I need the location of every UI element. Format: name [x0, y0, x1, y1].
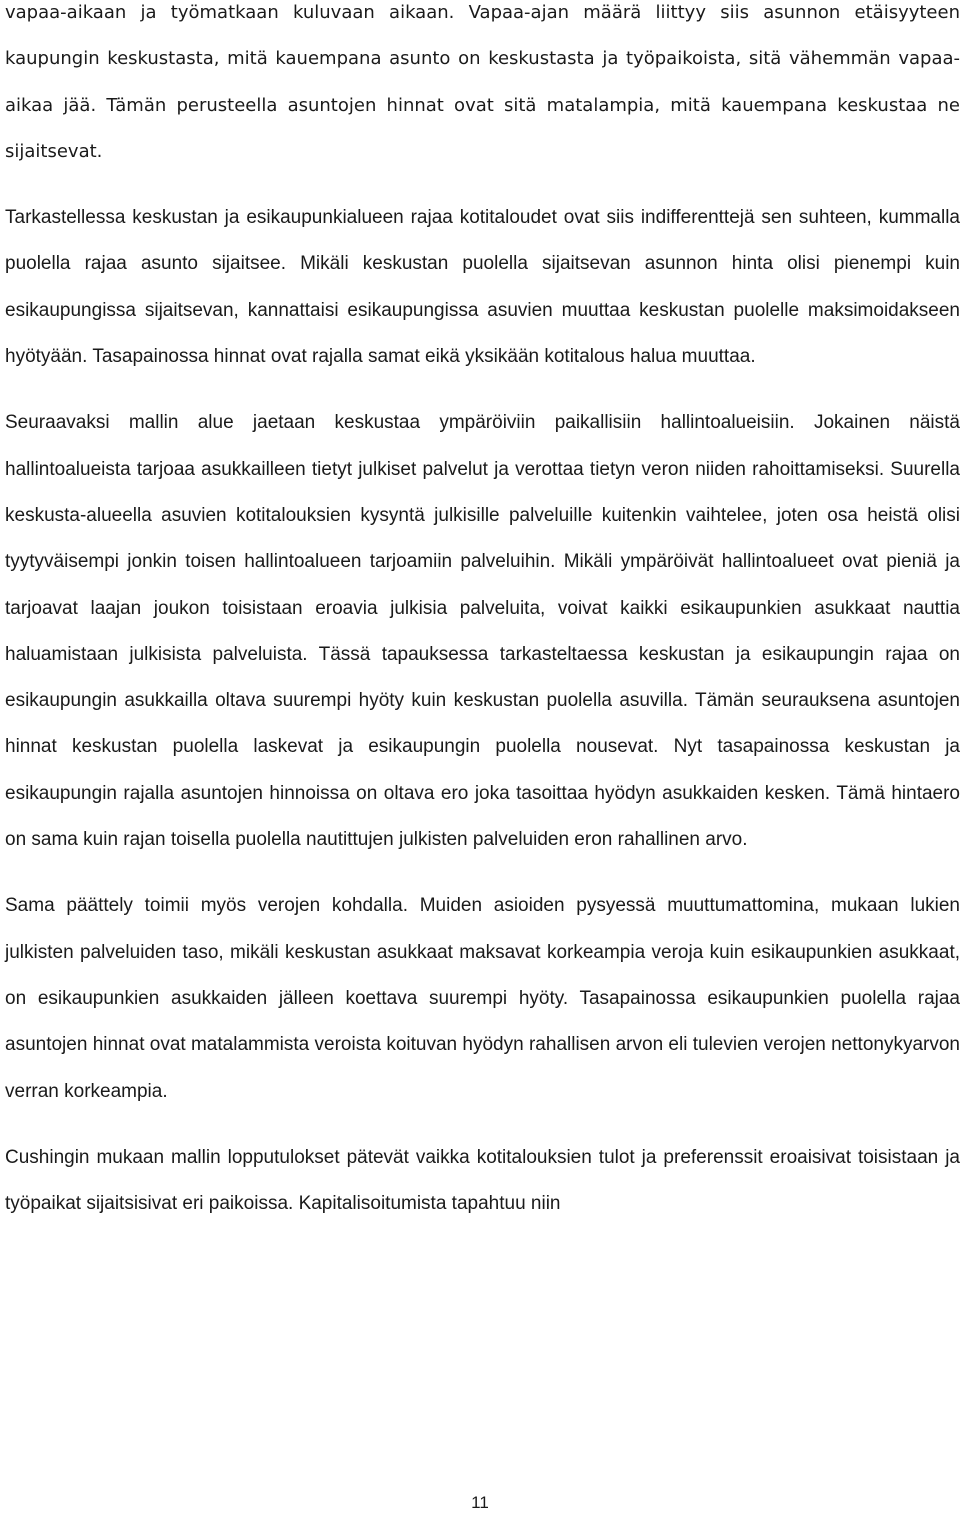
- document-page: [5, 0, 960, 1227]
- paragraph-5: Cushingin mukaan mallin lopputulokset pätevät vaikka kotitalouksien tulot ja preferenssit eroaisivat toisistaan ja työpaikat sijaitsisivat eri paikoissa. Kapitalisoitumista tapahtuu niin: [5, 1146, 960, 1215]
- page-number: 11: [471, 1493, 489, 1512]
- paragraph-4: Sama päättely toimii myös verojen kohdalla. Muiden asioiden pysyessä muuttumattomina, mukaan lukien julkisten palveluiden taso, mikäli keskustan asukkaat maksavat korkeampia veroja kuin esikaupunkien asukkaat, on esikaupunkien asukkaiden jälleen koettava suurempi hyöty. Tasapainossa esikaupunkien puolella rajaa asuntojen hinnat ovat matalammista veroista koituvan hyödyn rahallisen arvon eli tulevien verojen nettonykyarvon verran korkeampia.: [5, 895, 960, 1102]
- paragraph-3: Seuraavaksi mallin alue jaetaan keskustaa ympäröiviin paikallisiin hallintoalueisiin. Jokainen näistä hallintoalueista tarjoaa asukkailleen tietyt julkiset palvelut ja verottaa tietyn veron niiden rahoittamiseksi. Suurella keskusta-alueella asuvien kotitalouksien kysyntä julkisille palveluille kuitenkin vaihtelee, joten osa heistä olisi tyytyväisempi jonkin toisen hallintoalueen tarjoamiin palveluihin. Mikäli ympäröivät hallintoalueet ovat pieniä ja tarjoavat laajan joukon toisistaan eroavia julkisia palveluita, voivat kaikki esikaupunkien asukkaat nauttia haluamistaan julkisista palveluista. Tässä tapauksessa tarkasteltaessa keskustan ja esikaupungin rajaa on esikaupungin asukkailla oltava suurempi hyöty kuin keskustan puolella asuvilla. Tämän seurauksena asuntojen hinnat keskustan puolella laskevat ja esikaupungin puolella nousevat. Nyt tasapainossa keskustan ja esikaupungin rajalla asuntojen hinnoissa on oltava ero joka tasoittaa hyödyn asukkaiden kesken. Tämä hintaero on sama kuin rajan toisella puolella nautittujen julkisten palveluiden eron rahallinen arvo.: [5, 412, 960, 851]
- paragraph-1: vapaa-aikaan ja työmatkaan kuluvaan aikaan. Vapaa-ajan määrä liittyy siis asunnon etäisyyteen kaupungin keskustasta, mitä kauempana asunto on keskustasta ja työpaikoista, sitä vähemmän vapaa-aikaa jää. Tämän perusteella asuntojen hinnat ovat sitä matalampia, mitä kauempana keskustaa ne sijaitsevat.: [5, 2, 960, 162]
- paragraph-2: Tarkastellessa keskustan ja esikaupunkialueen rajaa kotitaloudet ovat siis indifferenttejä sen suhteen, kummalla puolella rajaa asunto sijaitsee. Mikäli keskustan puolella sijaitsevan asunnon hinta olisi pienempi kuin esikaupungissa sijaitsevan, kannattaisi esikaupungissa asuvien muuttaa keskustan puolelle maksimoidakseen hyötyään. Tasapainossa hinnat ovat rajalla samat eikä yksikään kotitalous halua muuttaa.: [5, 207, 960, 368]
